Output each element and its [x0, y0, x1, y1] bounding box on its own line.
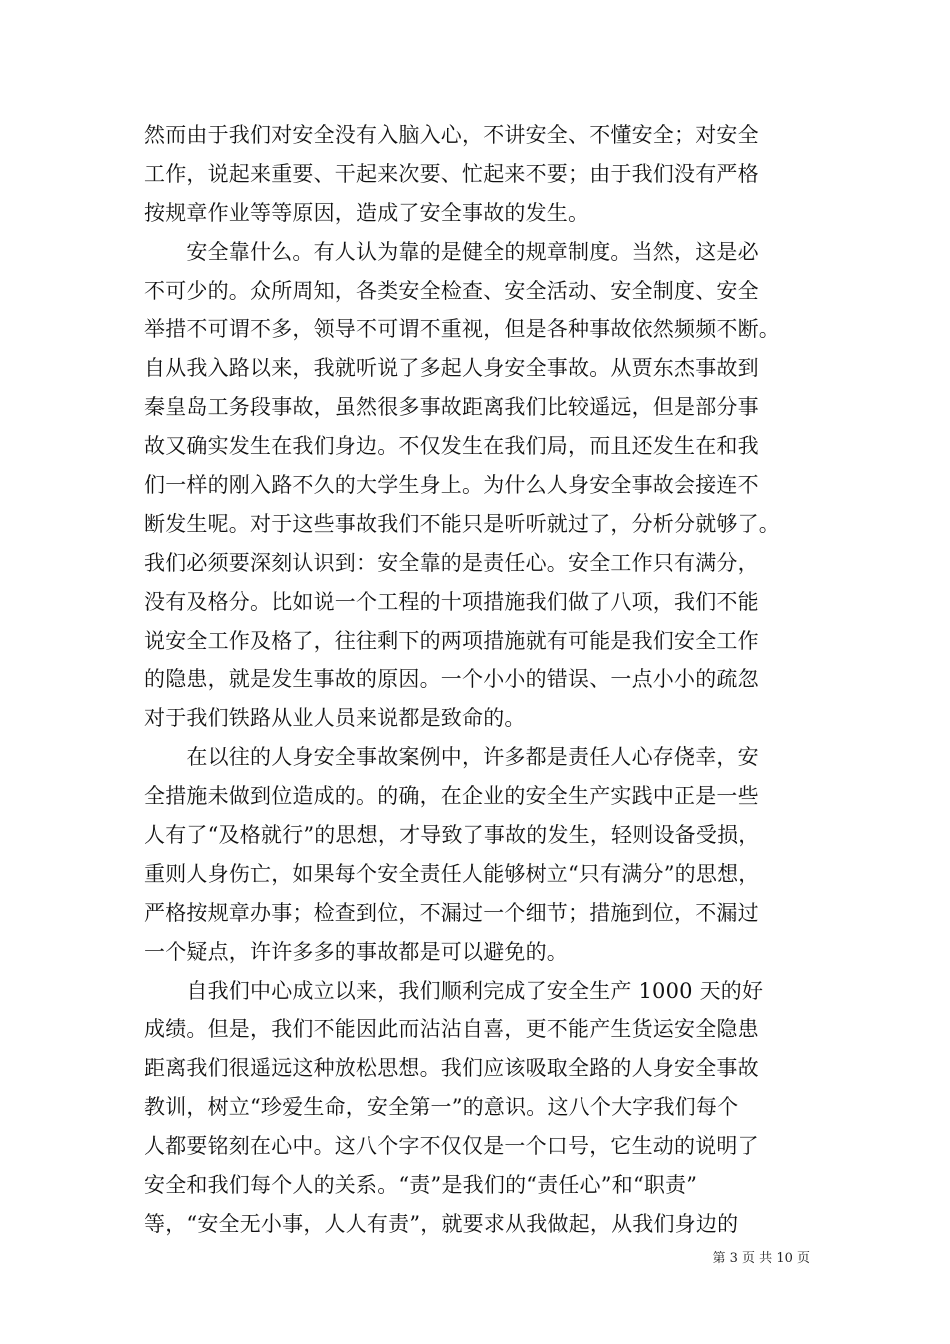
page-number: 第 3 页 共 10 页 [712, 1251, 810, 1266]
text-line: 距离我们很遥远这种放松思想。我们应该吸取全路的人身安全事故 [144, 1056, 759, 1081]
text-line: 人有了“及格就行”的思想，才导致了事故的发生，轻则设备受损， [144, 823, 760, 848]
text-line: 秦皇岛工务段事故，虽然很多事故距离我们比较遥远，但是部分事 [144, 395, 759, 420]
text-line: 不可少的。众所周知，各类安全检查、安全活动、安全制度、安全 [144, 278, 759, 303]
text-line: 安全和我们每个人的关系。“责”是我们的“责任心”和“职责” [144, 1173, 698, 1198]
text-line: 人都要铭刻在心中。这八个字不仅仅是一个口号，它生动的说明了 [144, 1134, 759, 1159]
text-line: 然而由于我们对安全没有入脑入心，不讲安全、不懂安全；对安全 [144, 123, 759, 147]
text-line: 我们必须要深刻认识到：安全靠的是责任心。安全工作只有满分， [144, 550, 759, 575]
text-line: 对于我们铁路从业人员来说都是致命的。 [144, 706, 526, 731]
text-line: 们一样的刚入路不久的大学生身上。为什么人身安全事故会接连不 [144, 473, 759, 498]
text-line: 工作，说起来重要、干起来次要、忙起来不要；由于我们没有严格 [144, 161, 759, 186]
text-line: 说安全工作及格了，往往剩下的两项措施就有可能是我们安全工作 [144, 628, 759, 653]
text-line: 故又确实发生在我们身边。不仅发生在我们局，而且还发生在和我 [144, 434, 759, 459]
text-line: 安全靠什么。有人认为靠的是健全的规章制度。当然，这是必 [144, 239, 759, 264]
text-line: 重则人身伤亡，如果每个安全责任人能够树立“只有满分”的思想， [144, 861, 760, 886]
text-line: 没有及格分。比如说一个工程的十项措施我们做了八项，我们不能 [144, 589, 759, 614]
text-line: 举措不可谓不多，领导不可谓不重视，但是各种事故依然频频不断。 [144, 317, 780, 342]
text-line: 严格按规章办事；检查到位，不漏过一个细节；措施到位，不漏过 [144, 900, 759, 925]
text-line: 按规章作业等等原因，造成了安全事故的发生。 [144, 200, 590, 225]
text-line: 教训，树立“珍爱生命，安全第一”的意识。这八个大字我们每个 [144, 1095, 739, 1120]
body-text [144, 116, 824, 1244]
text-line: 在以往的人身安全事故案例中，许多都是责任人心存侥幸，安 [144, 745, 759, 770]
text-line: 断发生呢。对于这些事故我们不能只是听听就过了，分析分就够了。 [144, 511, 780, 536]
text-line: 成绩。但是，我们不能因此而沾沾自喜，更不能产生货运安全隐患 [144, 1017, 759, 1042]
text-line: 全措施未做到位造成的。的确，在企业的安全生产实践中正是一些 [144, 784, 759, 809]
text-line: 等，“安全无小事，人人有责”，就要求从我做起，从我们身边的 [144, 1211, 739, 1236]
text-line: 一个疑点，许许多多的事故都是可以避免的。 [144, 939, 568, 964]
text-line: 的隐患，就是发生事故的原因。一个小小的错误、一点小小的疏忽 [144, 667, 759, 692]
text-line: 自我们中心成立以来，我们顺利完成了安全生产 1000 天的好 [144, 978, 764, 1003]
text-line: 自从我入路以来，我就听说了多起人身安全事故。从贾东杰事故到 [144, 356, 759, 381]
